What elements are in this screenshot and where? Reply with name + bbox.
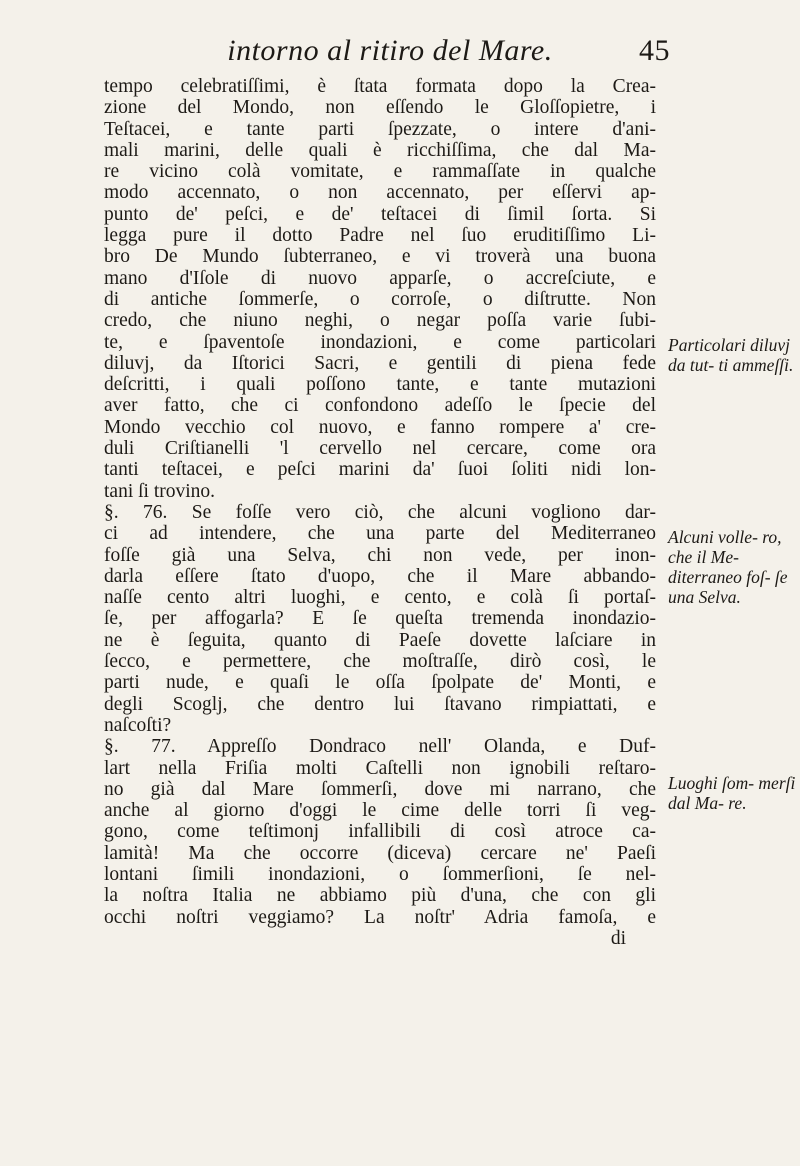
text-line: parti nude, e quaſi le oſſa ſpolpate de' Monti, e	[104, 672, 656, 694]
text-line: deſcritti, i quali poſſono tante, e tante mutazioni	[104, 374, 656, 396]
text-line: legga pure il dotto Padre nel ſuo eruditiſſimo Li-	[104, 225, 656, 247]
text-line: occhi noſtri veggiamo? La noſtr' Adria famoſa, e	[104, 906, 656, 928]
text-line: aver fatto, che ci confondono adeſſo le ſpecie del	[104, 395, 656, 417]
text-line: zione del Mondo, non eſſendo le Gloſſopietre, i	[104, 97, 656, 119]
text-line: naſſe cento altri luoghi, e cento, e colà ſi portaſ-	[104, 587, 656, 609]
text-line: te, e ſpaventoſe inondazioni, e come particolari	[104, 331, 656, 353]
text-line: mano d'Iſole di nuovo apparſe, o accreſciute, e	[104, 267, 656, 289]
text-line: darla eſſere ſtato d'uopo, che il Mare abbando-	[104, 565, 656, 587]
text-line: ſecco, e permettere, che moſtraſſe, dirò così, le	[104, 651, 656, 673]
text-line: mali marini, delle quali è ricchiſſima, che dal Ma-	[104, 139, 656, 161]
text-line: naſcoſti?	[104, 714, 172, 736]
text-line: tempo celebratiſſimi, è ſtata formata dopo la Crea-	[104, 76, 656, 97]
text-line: diluvj, da Iſtorici Sacri, e gentili di piena fede	[104, 352, 656, 374]
main-text	[104, 76, 656, 949]
text-line: §. 76. Se foſſe vero ciò, che alcuni vogliono dar-	[104, 501, 656, 523]
catchword: di	[610, 927, 626, 949]
text-line: tanti teſtacei, e peſci marini da' ſuoi ſoliti nidi lon-	[104, 459, 656, 481]
text-line: no già dal Mare ſommerſi, dove mi narrano, che	[104, 778, 656, 800]
text-line: credo, che niuno neghi, o negar poſſa varie ſubi-	[104, 310, 656, 332]
text-line: Teſtacei, e tante parti ſpezzate, o intere d'ani-	[104, 118, 656, 140]
page-number: 45	[639, 34, 670, 67]
running-header	[110, 34, 670, 68]
text-line: §. 77. Appreſſo Dondraco nell' Olanda, e Duf-	[104, 736, 656, 758]
text-line: lontani ſimili inondazioni, o ſommerſioni, ſe nel-	[104, 863, 656, 885]
text-line: punto de' peſci, e de' teſtacei di ſimil ſorta. Si	[104, 203, 656, 225]
text-line: re vicino colà vomitate, e rammaſſate in qualche	[104, 161, 656, 183]
text-line: ci ad intendere, che una parte del Mediterraneo	[104, 523, 656, 545]
text-line: Mondo vecchio col nuovo, e fanno rompere a' cre-	[104, 416, 656, 438]
text-line: lamità! Ma che occorre (diceva) cercare ne' Paeſi	[104, 842, 656, 864]
text-line: lart nella Friſia molti Caſtelli non ignobili reſtaro-	[104, 757, 656, 779]
text-line: anche al giorno d'oggi le cime delle torri ſi veg-	[104, 800, 656, 822]
text-line: foſſe già una Selva, chi non vede, per inon-	[104, 544, 656, 566]
text-line: duli Criſtianelli 'l cervello nel cercare, come ora	[104, 438, 656, 460]
text-line: bro De Mundo ſubterraneo, e vi troverà una buona	[104, 246, 656, 268]
text-line: gono, come teſtimonj infallibili di così atroce ca-	[104, 821, 656, 843]
text-line: ne è ſeguita, quanto di Paeſe dovette laſciare in	[104, 629, 656, 651]
text-line: degli Scoglj, che dentro lui ſtavano rimpiattati, e	[104, 693, 656, 715]
text-line: di antiche ſommerſe, o corroſe, o diſtrutte. Non	[104, 288, 656, 310]
text-line: la noſtra Italia ne abbiamo più d'una, che con gli	[104, 885, 656, 907]
text-line: modo accennato, o non accennato, per eſſervi ap-	[104, 182, 656, 204]
marginal-note-1: Particolari diluvj da tut- ti ammeſſi.	[668, 335, 794, 375]
marginal-note-3: Luoghi ſom- merſi dal Ma- re.	[668, 773, 796, 813]
text-line: tani ſi trovino.	[104, 480, 216, 502]
text-line: ſe, per affogarla? E ſe queſta tremenda inondazio-	[104, 608, 656, 630]
marginal-note-2: Alcuni volle- ro, che il Me- diterraneo foſ- ſe una Selva.	[668, 527, 788, 607]
running-title: intorno al ritiro del Mare.	[227, 34, 553, 67]
